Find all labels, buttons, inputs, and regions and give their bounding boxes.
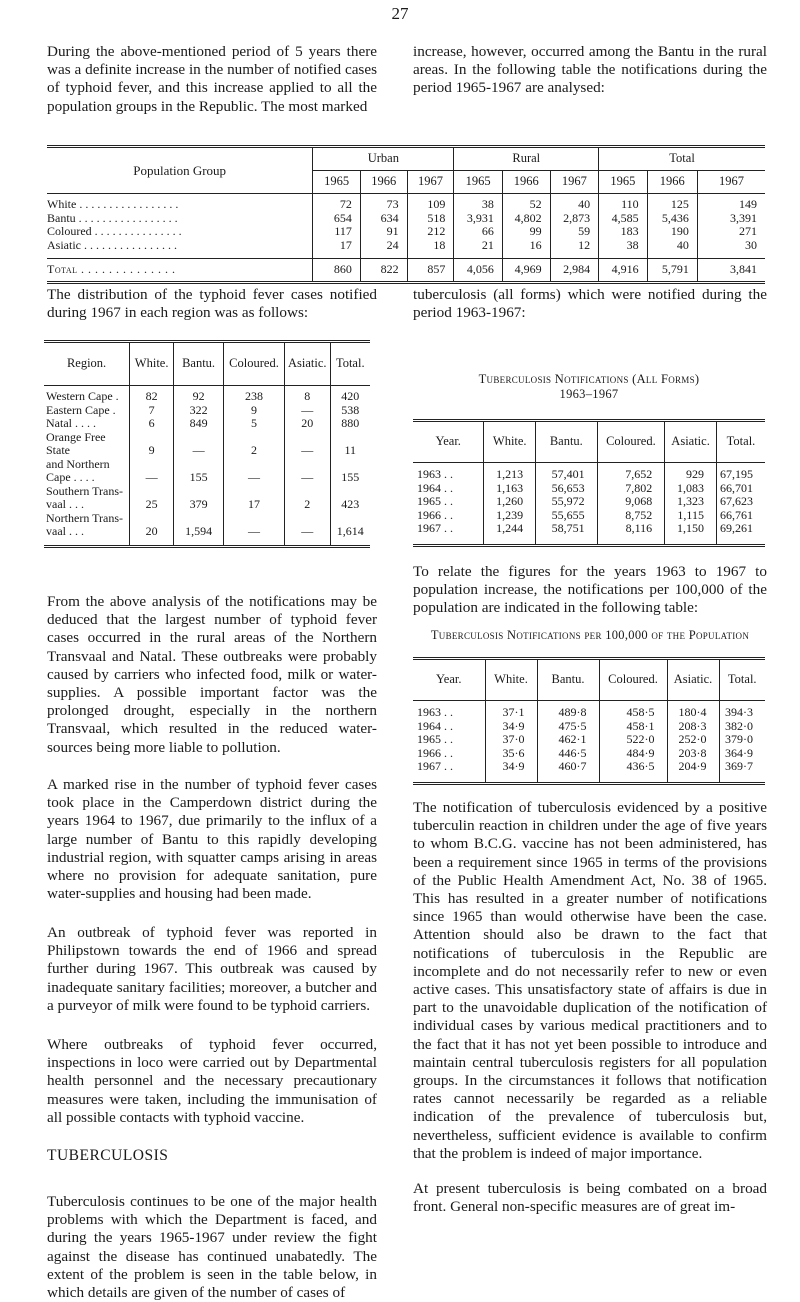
year-header: 1966 xyxy=(360,171,407,194)
cell: 538 xyxy=(330,404,370,418)
cell: 364·9 xyxy=(719,747,765,761)
cell: 56,653 xyxy=(536,482,598,496)
tb-intro-paragraph: tuberculosis (all forms) which were notified during the period 1963-1967: xyxy=(413,286,767,322)
cell: 67,195 xyxy=(716,463,765,482)
cell: 1,150 xyxy=(665,522,717,545)
cell: 4,969 xyxy=(502,259,550,283)
region-label: Western Cape . xyxy=(46,389,119,403)
year-label: 1963 . . xyxy=(417,705,453,719)
cell: 849 xyxy=(174,417,224,431)
row-label: Asiatic . . . . . . . . . . . . . . . . xyxy=(47,237,177,252)
cell: 8 xyxy=(284,386,330,404)
cell: 5,436 xyxy=(647,212,697,226)
cell: 7 xyxy=(130,404,174,418)
year-label: 1967 . . xyxy=(417,759,453,773)
relate-paragraph: To relate the figures for the years 1963 to 1967 to population increase, the notifications per 100,000 of the population are indicated in the following table: xyxy=(413,563,767,617)
table-row xyxy=(413,701,765,720)
header-white: White. xyxy=(485,659,537,701)
cell: 369·7 xyxy=(719,760,765,783)
cell: 1,594 xyxy=(174,512,224,547)
cell: 155 xyxy=(174,458,224,485)
cell: 17 xyxy=(224,485,285,512)
cell: 20 xyxy=(130,512,174,547)
cell: 40 xyxy=(647,239,697,259)
cell: 38 xyxy=(454,194,503,212)
cell: 9,068 xyxy=(597,495,665,509)
header-white: White. xyxy=(484,421,536,463)
region-label: Northern Trans-vaal . . . xyxy=(46,510,123,538)
urban-header: Urban xyxy=(313,147,454,171)
cell: 857 xyxy=(407,259,454,283)
tb-notifications-table xyxy=(413,419,765,547)
cell: 55,972 xyxy=(536,495,598,509)
year-label: 1964 . . xyxy=(417,480,453,495)
row-label: White . . . . . . . . . . . . . . . . . xyxy=(47,197,179,211)
camperdown-paragraph: A marked rise in the number of typhoid fever cases took place in the Camperdown district during the years 1964 to 1967, due primarily to the influx of a large number of Bantu to this rapidly developing industrial region, with squatter camps arising in areas where no provision for adequate sanitation, pure water-supplies and housing had been made. xyxy=(47,776,377,903)
header-total: Total. xyxy=(719,659,765,701)
year-label: 1966 . . xyxy=(417,507,453,522)
cell: 1,323 xyxy=(665,495,717,509)
cell: 423 xyxy=(330,485,370,512)
cell: 55,655 xyxy=(536,509,598,523)
cell: 9 xyxy=(224,404,285,418)
cell: 67,623 xyxy=(716,495,765,509)
header-total: Total. xyxy=(330,342,370,386)
cell: 2,873 xyxy=(550,212,599,226)
cell: 379·0 xyxy=(719,733,765,747)
table-row xyxy=(47,239,765,259)
table4-caption xyxy=(413,628,767,643)
row-label: Coloured . . . . . . . . . . . . . . . xyxy=(47,224,182,238)
year-header: 1965 xyxy=(599,171,648,194)
cell: 458·1 xyxy=(599,720,667,734)
cell: 929 xyxy=(665,463,717,482)
cell: 654 xyxy=(313,212,361,226)
analysis-paragraph: From the above analysis of the notifications may be deduced that the largest number of typhoid fever cases occurred in the rural areas of the Northern Transvaal and Natal. These outbreaks were probably caused by carriers who infected food, milk or water-supplies. A possible important factor was the prolonged drought, especially in the northern Transvaal, which resulted in the reduced water-sources being more liable to pollution. xyxy=(47,593,377,756)
cell: 1,083 xyxy=(665,482,717,496)
cell: 25 xyxy=(130,485,174,512)
year-header: 1966 xyxy=(647,171,697,194)
region-intro-paragraph: The distribution of the typhoid fever cases notified during 1967 in each region was as follows: xyxy=(47,286,377,322)
cell: 212 xyxy=(407,225,454,239)
cell: 30 xyxy=(697,239,765,259)
table-row xyxy=(413,482,765,496)
typhoid-population-table xyxy=(47,145,765,284)
cell: 73 xyxy=(360,194,407,212)
cell: 1,614 xyxy=(330,512,370,547)
rural-header: Rural xyxy=(454,147,599,171)
header-bantu: Bantu. xyxy=(536,421,598,463)
tuberculosis-heading: TUBERCULOSIS xyxy=(47,1147,169,1164)
cell: 2 xyxy=(284,485,330,512)
cell: 3,841 xyxy=(697,259,765,283)
cell: 37·1 xyxy=(485,701,537,720)
cell: 38 xyxy=(599,239,648,259)
cell: 522·0 xyxy=(599,733,667,747)
header-asiatic: Asiatic. xyxy=(284,342,330,386)
cell: 2,984 xyxy=(550,259,599,283)
year-label: 1965 . . xyxy=(417,732,453,746)
cell: 394·3 xyxy=(719,701,765,720)
cell: 180·4 xyxy=(667,701,719,720)
cell: 489·8 xyxy=(537,701,599,720)
page-number: 27 xyxy=(391,4,409,23)
cell: 446·5 xyxy=(537,747,599,761)
header-total: Total. xyxy=(716,421,765,463)
table-row xyxy=(44,417,370,431)
cell: 322 xyxy=(174,404,224,418)
cell: 379 xyxy=(174,485,224,512)
cell: 11 xyxy=(330,431,370,458)
table-row xyxy=(44,458,370,485)
header-bantu: Bantu. xyxy=(174,342,224,386)
cell: — xyxy=(130,458,174,485)
cell: 203·8 xyxy=(667,747,719,761)
cell: 3,931 xyxy=(454,212,503,226)
cell: 6 xyxy=(130,417,174,431)
cell: 20 xyxy=(284,417,330,431)
table-row xyxy=(413,463,765,482)
header-coloured: Coloured. xyxy=(597,421,665,463)
cell: 52 xyxy=(502,194,550,212)
cell: 271 xyxy=(697,225,765,239)
table-row xyxy=(44,485,370,512)
cell: 109 xyxy=(407,194,454,212)
row-label: Bantu . . . . . . . . . . . . . . . . . xyxy=(47,210,178,225)
table4-caption-title: Tuberculosis Notifications per 100,000 of the Population xyxy=(430,628,750,642)
year-header: 1967 xyxy=(550,171,599,194)
population-group-header: Population Group xyxy=(47,147,313,194)
table3-caption-title: Tuberculosis Notifications (All Forms) xyxy=(478,372,700,386)
cell: 17 xyxy=(313,239,361,259)
cell: 2 xyxy=(224,431,285,458)
cell: 16 xyxy=(502,239,550,259)
cell: 252·0 xyxy=(667,733,719,747)
cell: 880 xyxy=(330,417,370,431)
table3-caption-years: 1963–1967 xyxy=(559,387,619,401)
cell: 4,585 xyxy=(599,212,648,226)
cell: 5 xyxy=(224,417,285,431)
table-row xyxy=(47,194,765,212)
header-coloured: Coloured. xyxy=(224,342,285,386)
cell: 34·9 xyxy=(485,720,537,734)
cell: 8,116 xyxy=(597,522,665,545)
cell: 125 xyxy=(647,194,697,212)
table-row xyxy=(413,747,765,761)
cell: 40 xyxy=(550,194,599,212)
table-row xyxy=(44,512,370,547)
table-row xyxy=(413,733,765,747)
cell: 4,056 xyxy=(454,259,503,283)
table-row xyxy=(413,495,765,509)
cell: 99 xyxy=(502,225,550,239)
cell: 72 xyxy=(313,194,361,212)
cell: 91 xyxy=(360,225,407,239)
philipstown-paragraph: An outbreak of typhoid fever was reported in Philipstown towards the end of 1966 and spread further during 1967. This outbreak was caused by inadequate sanitary facilities; moreover, a butcher and a purveyor of milk were found to be typhoid carriers. xyxy=(47,924,377,1014)
table-row xyxy=(44,431,370,458)
year-header: 1967 xyxy=(697,171,765,194)
region-label: Natal . . . . xyxy=(46,416,96,430)
cell: 7,802 xyxy=(597,482,665,496)
cell: 82 xyxy=(130,386,174,404)
header-asiatic: Asiatic. xyxy=(667,659,719,701)
header-coloured: Coloured. xyxy=(599,659,667,701)
cell: 518 xyxy=(407,212,454,226)
cell: 3,391 xyxy=(697,212,765,226)
table-row xyxy=(413,522,765,545)
cell: 18 xyxy=(407,239,454,259)
cell: 1,244 xyxy=(484,522,536,545)
cell: — xyxy=(284,512,330,547)
cell: 110 xyxy=(599,194,648,212)
cell: 155 xyxy=(330,458,370,485)
year-label: 1965 . . xyxy=(417,494,453,508)
cell: 458·5 xyxy=(599,701,667,720)
cell: 69,261 xyxy=(716,522,765,545)
cell: 1,260 xyxy=(484,495,536,509)
cell: 9 xyxy=(130,431,174,458)
cell: — xyxy=(284,431,330,458)
row-label: Total . . . . . . . . . . . . . . xyxy=(47,259,313,283)
cell: 208·3 xyxy=(667,720,719,734)
cell: 634 xyxy=(360,212,407,226)
cell: 822 xyxy=(360,259,407,283)
intro-left-paragraph: During the above-mentioned period of 5 years there was a definite increase in the number of notified cases of typhoid fever, and this increase applied to all the population groups in the Republic. The most marked xyxy=(47,43,377,115)
cell: 117 xyxy=(313,225,361,239)
notification-paragraph: The notification of tuberculosis evidenced by a positive tuberculin reaction in children under the age of five years to whom B.C.G. vaccine has not been administered, has been a requirement since 1965 in terms of the provisions of the Public Health Amendment Act, No. 38 of 1965. This has resulted in a greater number of notifications since 1965 than would otherwise have been the case. Attention should also be drawn to the fact that notifications of tuberculosis in the Republic are incomplete and do not necessarily refer to new or even active cases. This unsatisfactory state of affairs is due in part to the unavoidable duplication of the notification of individual cases by various medical practitioners and to the fact that it has not yet been possible to introduce and maintain central tuberculosis registers for all population groups. In the circumstances it follows that notification rates cannot necessarily be regarded as a reliable indication of the prevalence of tuberculosis but, nevertheless, sufficient evidence is available to confirm that the problem is indeed of major importance. xyxy=(413,799,767,1162)
table-row xyxy=(413,509,765,523)
cell: 860 xyxy=(313,259,361,283)
year-header: 1965 xyxy=(313,171,361,194)
year-header: 1965 xyxy=(454,171,503,194)
cell: 37·0 xyxy=(485,733,537,747)
table-row xyxy=(413,760,765,783)
cell: 8,752 xyxy=(597,509,665,523)
cell: 24 xyxy=(360,239,407,259)
cell: 1,163 xyxy=(484,482,536,496)
header-year: Year. xyxy=(413,659,485,701)
cell: 149 xyxy=(697,194,765,212)
total-row xyxy=(47,259,765,283)
cell: 66,701 xyxy=(716,482,765,496)
header-bantu: Bantu. xyxy=(537,659,599,701)
header-year: Year. xyxy=(413,421,484,463)
cell: 436·5 xyxy=(599,760,667,783)
cell: — xyxy=(174,431,224,458)
cell: 382·0 xyxy=(719,720,765,734)
region-label: and Northern Cape . . . . xyxy=(46,456,110,484)
table-row xyxy=(44,404,370,418)
intro-right-paragraph: increase, however, occurred among the Bantu in the rural areas. In the following table the notifications during the period 1965-1967 are analysed: xyxy=(413,43,767,97)
cell: — xyxy=(284,404,330,418)
cell: 183 xyxy=(599,225,648,239)
table3-caption xyxy=(413,372,765,402)
year-header: 1967 xyxy=(407,171,454,194)
cell: 5,791 xyxy=(647,259,697,283)
cell: 34·9 xyxy=(485,760,537,783)
cell: — xyxy=(224,512,285,547)
cell: 1,115 xyxy=(665,509,717,523)
cell: — xyxy=(284,458,330,485)
typhoid-region-table xyxy=(44,340,370,548)
year-label: 1963 . . xyxy=(417,467,453,481)
table-row xyxy=(47,225,765,239)
cell: 7,652 xyxy=(597,463,665,482)
table-row xyxy=(44,386,370,404)
table-row xyxy=(47,212,765,226)
cell: 59 xyxy=(550,225,599,239)
year-label: 1964 . . xyxy=(417,718,453,733)
tb-rates-table xyxy=(413,657,765,785)
combat-paragraph: At present tuberculosis is being combated on a broad front. General non-specific measures are of great im- xyxy=(413,1180,767,1216)
year-label: 1967 . . xyxy=(417,521,453,535)
total-header: Total xyxy=(599,147,765,171)
cell: 462·1 xyxy=(537,733,599,747)
cell: 35·6 xyxy=(485,747,537,761)
cell: 190 xyxy=(647,225,697,239)
cell: 4,802 xyxy=(502,212,550,226)
cell: 12 xyxy=(550,239,599,259)
cell: 484·9 xyxy=(599,747,667,761)
cell: 21 xyxy=(454,239,503,259)
cell: 1,213 xyxy=(484,463,536,482)
table-row xyxy=(413,720,765,734)
header-asiatic: Asiatic. xyxy=(665,421,717,463)
cell: 66,761 xyxy=(716,509,765,523)
cell: 475·5 xyxy=(537,720,599,734)
year-label: 1966 . . xyxy=(417,745,453,760)
region-label: Eastern Cape . xyxy=(46,402,116,417)
tuberculosis-paragraph: Tuberculosis continues to be one of the major health problems with which the Department is faced, and during the years 1965-1967 under review the fight against the disease has continued unabatedly. The extent of the problem is seen in the table below, in which details are given of the number of cases of xyxy=(47,1193,377,1302)
header-region: Region. xyxy=(44,342,130,386)
cell: 460·7 xyxy=(537,760,599,783)
region-label: Orange Free State xyxy=(46,429,106,457)
cell: 4,916 xyxy=(599,259,648,283)
header-white: White. xyxy=(130,342,174,386)
region-label: Southern Trans-vaal . . . xyxy=(46,483,124,511)
cell: 66 xyxy=(454,225,503,239)
cell: 238 xyxy=(224,386,285,404)
inspections-paragraph: Where outbreaks of typhoid fever occurred, inspections in loco were carried out by Departmental health personnel and the necessary precautionary measures were taken, including the immunisation of all possible contacts with typhoid vaccine. xyxy=(47,1036,377,1126)
cell: 57,401 xyxy=(536,463,598,482)
cell: 92 xyxy=(174,386,224,404)
cell: 58,751 xyxy=(536,522,598,545)
cell: — xyxy=(224,458,285,485)
year-header: 1966 xyxy=(502,171,550,194)
cell: 420 xyxy=(330,386,370,404)
cell: 204·9 xyxy=(667,760,719,783)
cell: 1,239 xyxy=(484,509,536,523)
